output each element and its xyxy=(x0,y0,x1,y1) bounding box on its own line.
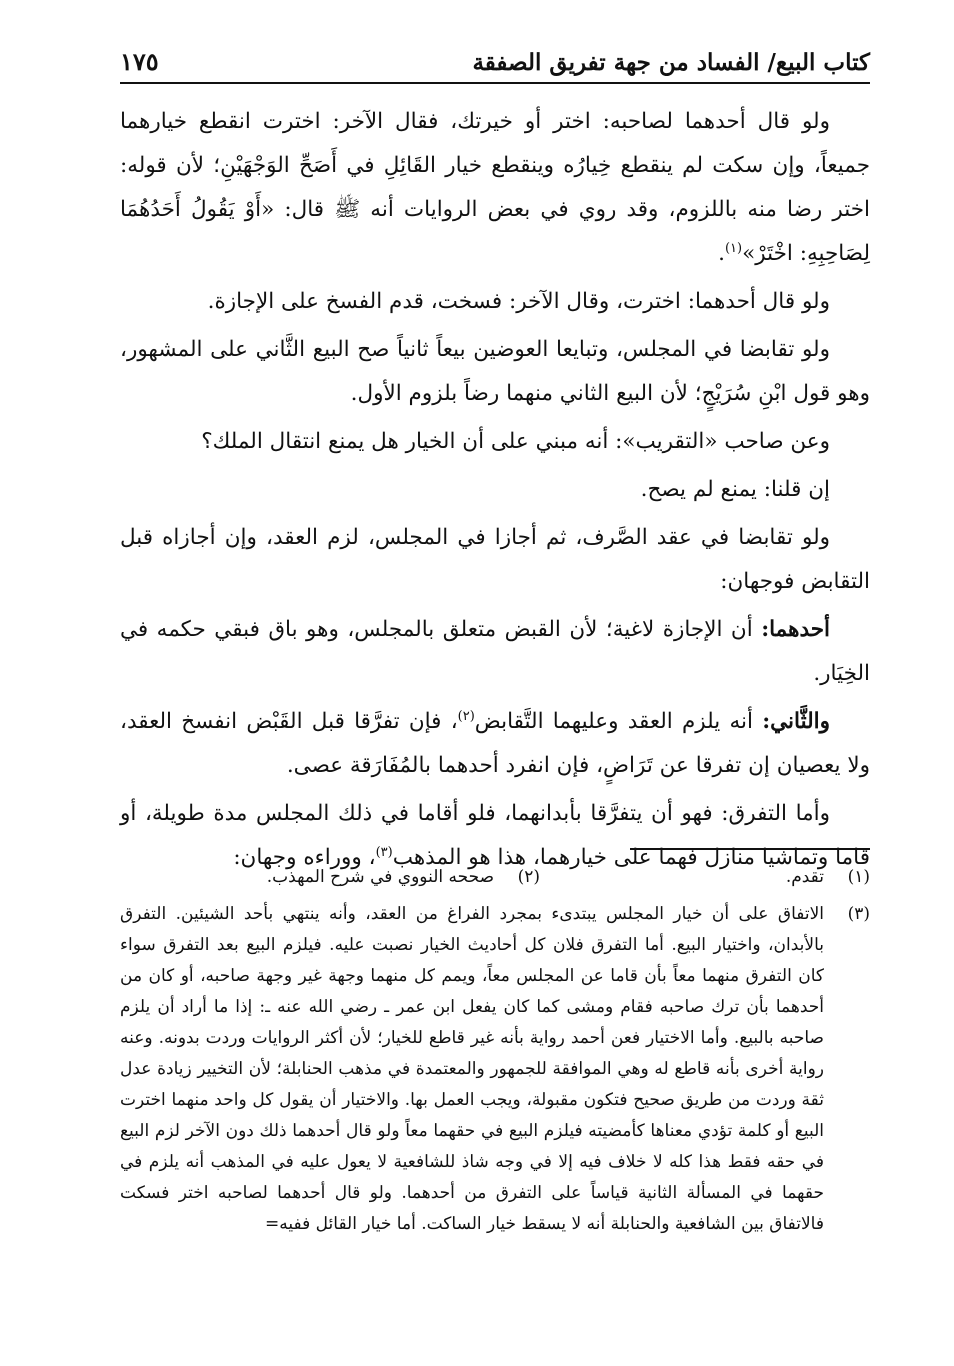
paragraph: إن قلنا: يمنع لم يصح. xyxy=(640,477,830,502)
footnote-text: صححه النووي في شرح المهذب. xyxy=(266,867,494,887)
footnote-separator xyxy=(630,848,870,850)
paragraph: ولو قال أحدهما: اخترت، وقال الآخر: فسخت، قدم الفسخ على الإجازة. xyxy=(207,289,830,314)
paragraph: والثَّاني: أنه يلزم العقد وعليهما التَّقابض$^{(٢)}$، فإن تفرَّقا قبل القَبْض انفسخ العقد، ولا يعصيان إن تفرقا عن تَرَاضٍ، فإن انفرد أحدهما بالمُفَارَقة عصى. xyxy=(120,708,870,778)
footnote-1 xyxy=(540,862,870,893)
footnote-3 xyxy=(120,899,870,1240)
page-number: ١٧٥ xyxy=(120,47,159,76)
paragraph: ولو تقابضا في عقد الصَّرف، ثم أجازا في المجلس، لزم العقد، وإن أجازاه قبل التقابض فوجهان: xyxy=(120,525,870,594)
footnote-ref: (١) xyxy=(724,240,743,256)
page-header xyxy=(120,30,870,84)
paragraph: وأما التفرق: فهو أن يتفرَّقا بأبدانهما، فلو أقاما في ذلك المجلس مدة طويلة، أو قاما وتماشيا منازل فهما على خيارهما، هذا هو المذهب$^{(٣)}$، ووراءه وجهان: xyxy=(120,801,870,870)
footnote-text: الاتفاق على أن خيار المجلس يبتدىء بمجرد الفراغ من العقد، وأنه ينتهي بأحد الشيئين. التفرق بالأبدان، واختيار البيع. أما التفرق فلان كل أحاديث الخيار نصبت عليه. فيلزم البيع بعد التفرق سواء كان التفرق منهما معاً بأن قاما عن المجلس معاً، ويمم كل منهما وجهة غير وجهة صاحبه، أو كان من أحدهما بأن ترك صاحبه فقام ومشى كما كان يفعل ابن عمر ـ رضي الله عنه ـ: إذا ما أراد أن يلزم صاحبه بالبيع. وأما الاختيار فعن أحمد رواية بأنه غير قاطع للخيار؛ لأن أكثر الروايات وردت بدونه. وعنه رواية أخرى بأنه قاطع له وهي الموافقة للجمهور والمعتمدة في مذهب الحنابلة؛ لأن التخيير زيادة عدل ثقة وردت من طريق صحيح فتكون مقبولة، ويجب العمل بها. والاختيار أن يقول كل واحد منهما اخترت البيع أو كلمة تؤدي معناها كأمضيته فيلزم البيع في حقهما معاً ولو قال أحدهما ذلك دون الآخر لزم البيع في حقه فقط هذا كله لا خلاف فيه إلا في وجه شاذ للشافعية لا يعول عليه في المذهب أنه يلزم في حقهما في المسألة الثانية قياساً على التفرق من أحدهما. ولو قال أحدهما لصاحبه اختر فسكت فالاتفاق بين الشافعية والحنابلة أنه لا يسقط خيار الساكت. أما خيار القائل ففيه= xyxy=(120,904,824,1234)
paragraph: ولو قال أحدهما لصاحبه: اختر أو خيرتك، فقال الآخر: اخترت انقطع خيارهما جميعاً، وإن سكت لم ينقطع خِيارُه وينقطع خيار القَائِلِ في أَصَحِّ الوَجْهَيْنِ؛ لأن قوله: اختر رضا منه باللزوم، وقد روي في بعض الروايات أنه ﷺ قال: «أَوْ يَقُولُ أَحَدُهُمَا لِصَاحِبِهِ: اخْتَرْ»$^{(١)}$. xyxy=(120,109,870,266)
footnotes xyxy=(120,862,870,1240)
footnote-row xyxy=(120,862,870,893)
paragraph: وعن صاحب «التقريب»: أنه مبني على أن الخيار هل يمنع انتقال الملك؟ xyxy=(201,429,830,454)
bold-lead: والثَّاني: xyxy=(762,709,830,734)
footnote-text: تقدم. xyxy=(785,867,824,887)
bold-lead: أحدهما: xyxy=(761,617,830,642)
footnote-ref: (٢) xyxy=(457,708,475,724)
footnote-ref: (٣) xyxy=(375,844,393,860)
footnote-number: (٣) xyxy=(847,904,870,924)
running-title: كتاب البيع/ الفساد من جهة تفريق الصفقة xyxy=(472,49,870,76)
paragraph: ولو تقابضا في المجلس، وتبايعا العوضين بيعاً ثانياً صح البيع الثَّاني على المشهور، وهو قول ابْنِ سُرَيْجٍ؛ لأن البيع الثاني منهما رضاً بلزوم الأول. xyxy=(120,337,870,406)
footnote-number: (١) xyxy=(847,867,870,887)
footnote-2 xyxy=(210,862,540,893)
book-page xyxy=(120,30,870,1340)
footnote-number: (٢) xyxy=(517,867,540,887)
paragraph: أحدهما: أن الإجازة لاغية؛ لأن القبض متعلق بالمجلس، وهو باق فبقي حكمه في الخِيَار. xyxy=(120,617,870,686)
main-text xyxy=(120,100,870,880)
